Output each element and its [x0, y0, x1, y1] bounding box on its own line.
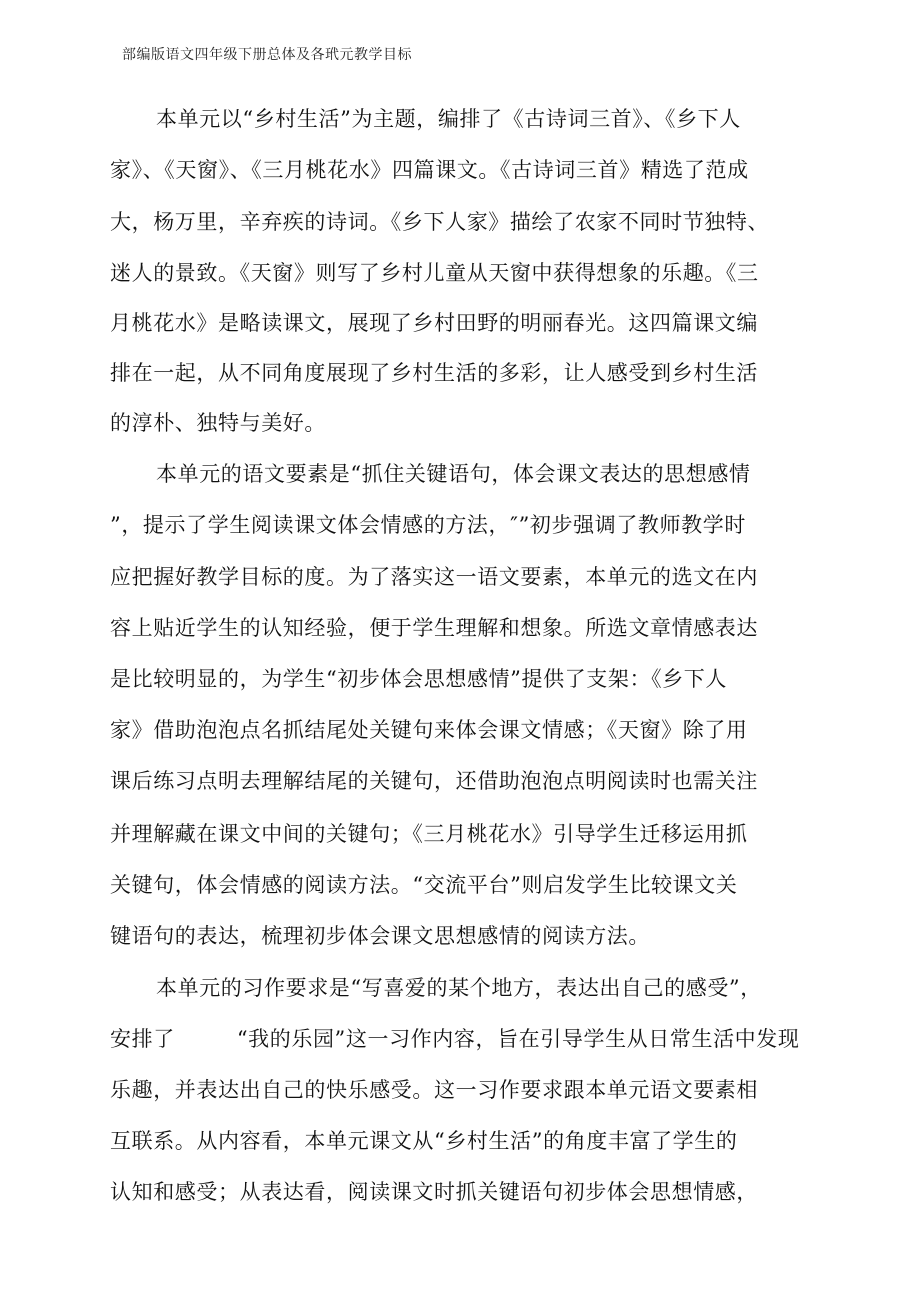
paragraph-3-line-4: 互联系。从内容看，本单元课文从“乡村生活”的角度丰富了学生的: [110, 1129, 738, 1153]
paragraph-3-line-1: 本单元的习作要求是“写喜爱的某个地方，表达出自己的感受”，: [156, 976, 762, 1000]
paragraph-1-line-7: 的淳朴、独特与美好。: [110, 411, 326, 435]
paragraph-1-line-3: 大，杨万里，辛弃疾的诗词。《乡下人家》描绘了农家不同时节独特、: [110, 210, 770, 234]
paragraph-1-line-5: 月桃花水》是略读课文，展现了乡村田野的明丽春光。这四篇课文编: [110, 311, 758, 335]
paragraph-1-line-2: 家》、《天窗》、《三月桃花水》四篇课文。《古诗词三首》精选了范成: [110, 158, 749, 182]
paragraph-2-line-4: 容上贴近学生的认知经验，便于学生理解和想象。所选文章情感表达: [110, 616, 758, 640]
paragraph-2-line-9: 关键句，体会情感的阅读方法。“交流平台”则启发学生比较课文关: [110, 873, 738, 897]
page-header: 部编版语文四年级下册总体及各玳元教学目标: [122, 47, 412, 63]
paragraph-3-line-2-head: 安排了: [110, 1027, 175, 1051]
paragraph-3-line-2-tail: “我的乐园”这一习作内容，旨在引导学生从日常生活中发现: [236, 1027, 800, 1051]
paragraph-3-line-2: [110, 1023, 799, 1053]
paragraph-1-line-4: 迷人的景致。《天窗》则写了乡村儿童从天窗中获得想象的乐趣。《三: [110, 261, 759, 285]
paragraph-2-line-10: 键语句的表达，梳理初步体会课文思想感情的阅读方法。: [110, 924, 650, 948]
paragraph-2-line-6: 家》借助泡泡点名抓结尾处关键句来体会课文情感；《天窗》除了用: [110, 718, 748, 742]
paragraph-2-line-1: 本单元的语文要素是“抓住关键语句，体会课文表达的思想感情: [156, 462, 751, 486]
paragraph-2-line-5: 是比较明显的，为学生“初步体会思想感情”提供了支架：《乡下人: [110, 667, 727, 691]
paragraph-2-line-3: 应把握好教学目标的度。为了落实这一语文要素，本单元的选文在内: [110, 565, 758, 589]
paragraph-1-line-6: 排在一起，从不同角度展现了乡村生活的多彩，让人感受到乡村生活: [110, 361, 758, 385]
paragraph-2-line-2: ”，提示了学生阅读课文体会情感的方法，″”初步强调了教师教学时: [110, 513, 746, 537]
paragraph-3-line-3: 乐趣，并表达出自己的快乐感受。这一习作要求跟本单元语文要素相: [110, 1078, 758, 1102]
paragraph-2-line-7: 课后练习点明去理解结尾的关键句，还借助泡泡点明阅读时也需关注: [110, 769, 758, 793]
paragraph-1-line-1: 本单元以“乡村生活”为主题，编排了《古诗词三首》、《乡下人: [156, 107, 741, 131]
paragraph-3-line-5: 认知和感受；从表达看，阅读课文时抓关键语句初步体会思想情感，: [110, 1180, 758, 1204]
paragraph-2-line-8: 并理解藏在课文中间的关键句；《三月桃花水》引导学生迁移运用抓: [110, 822, 748, 846]
